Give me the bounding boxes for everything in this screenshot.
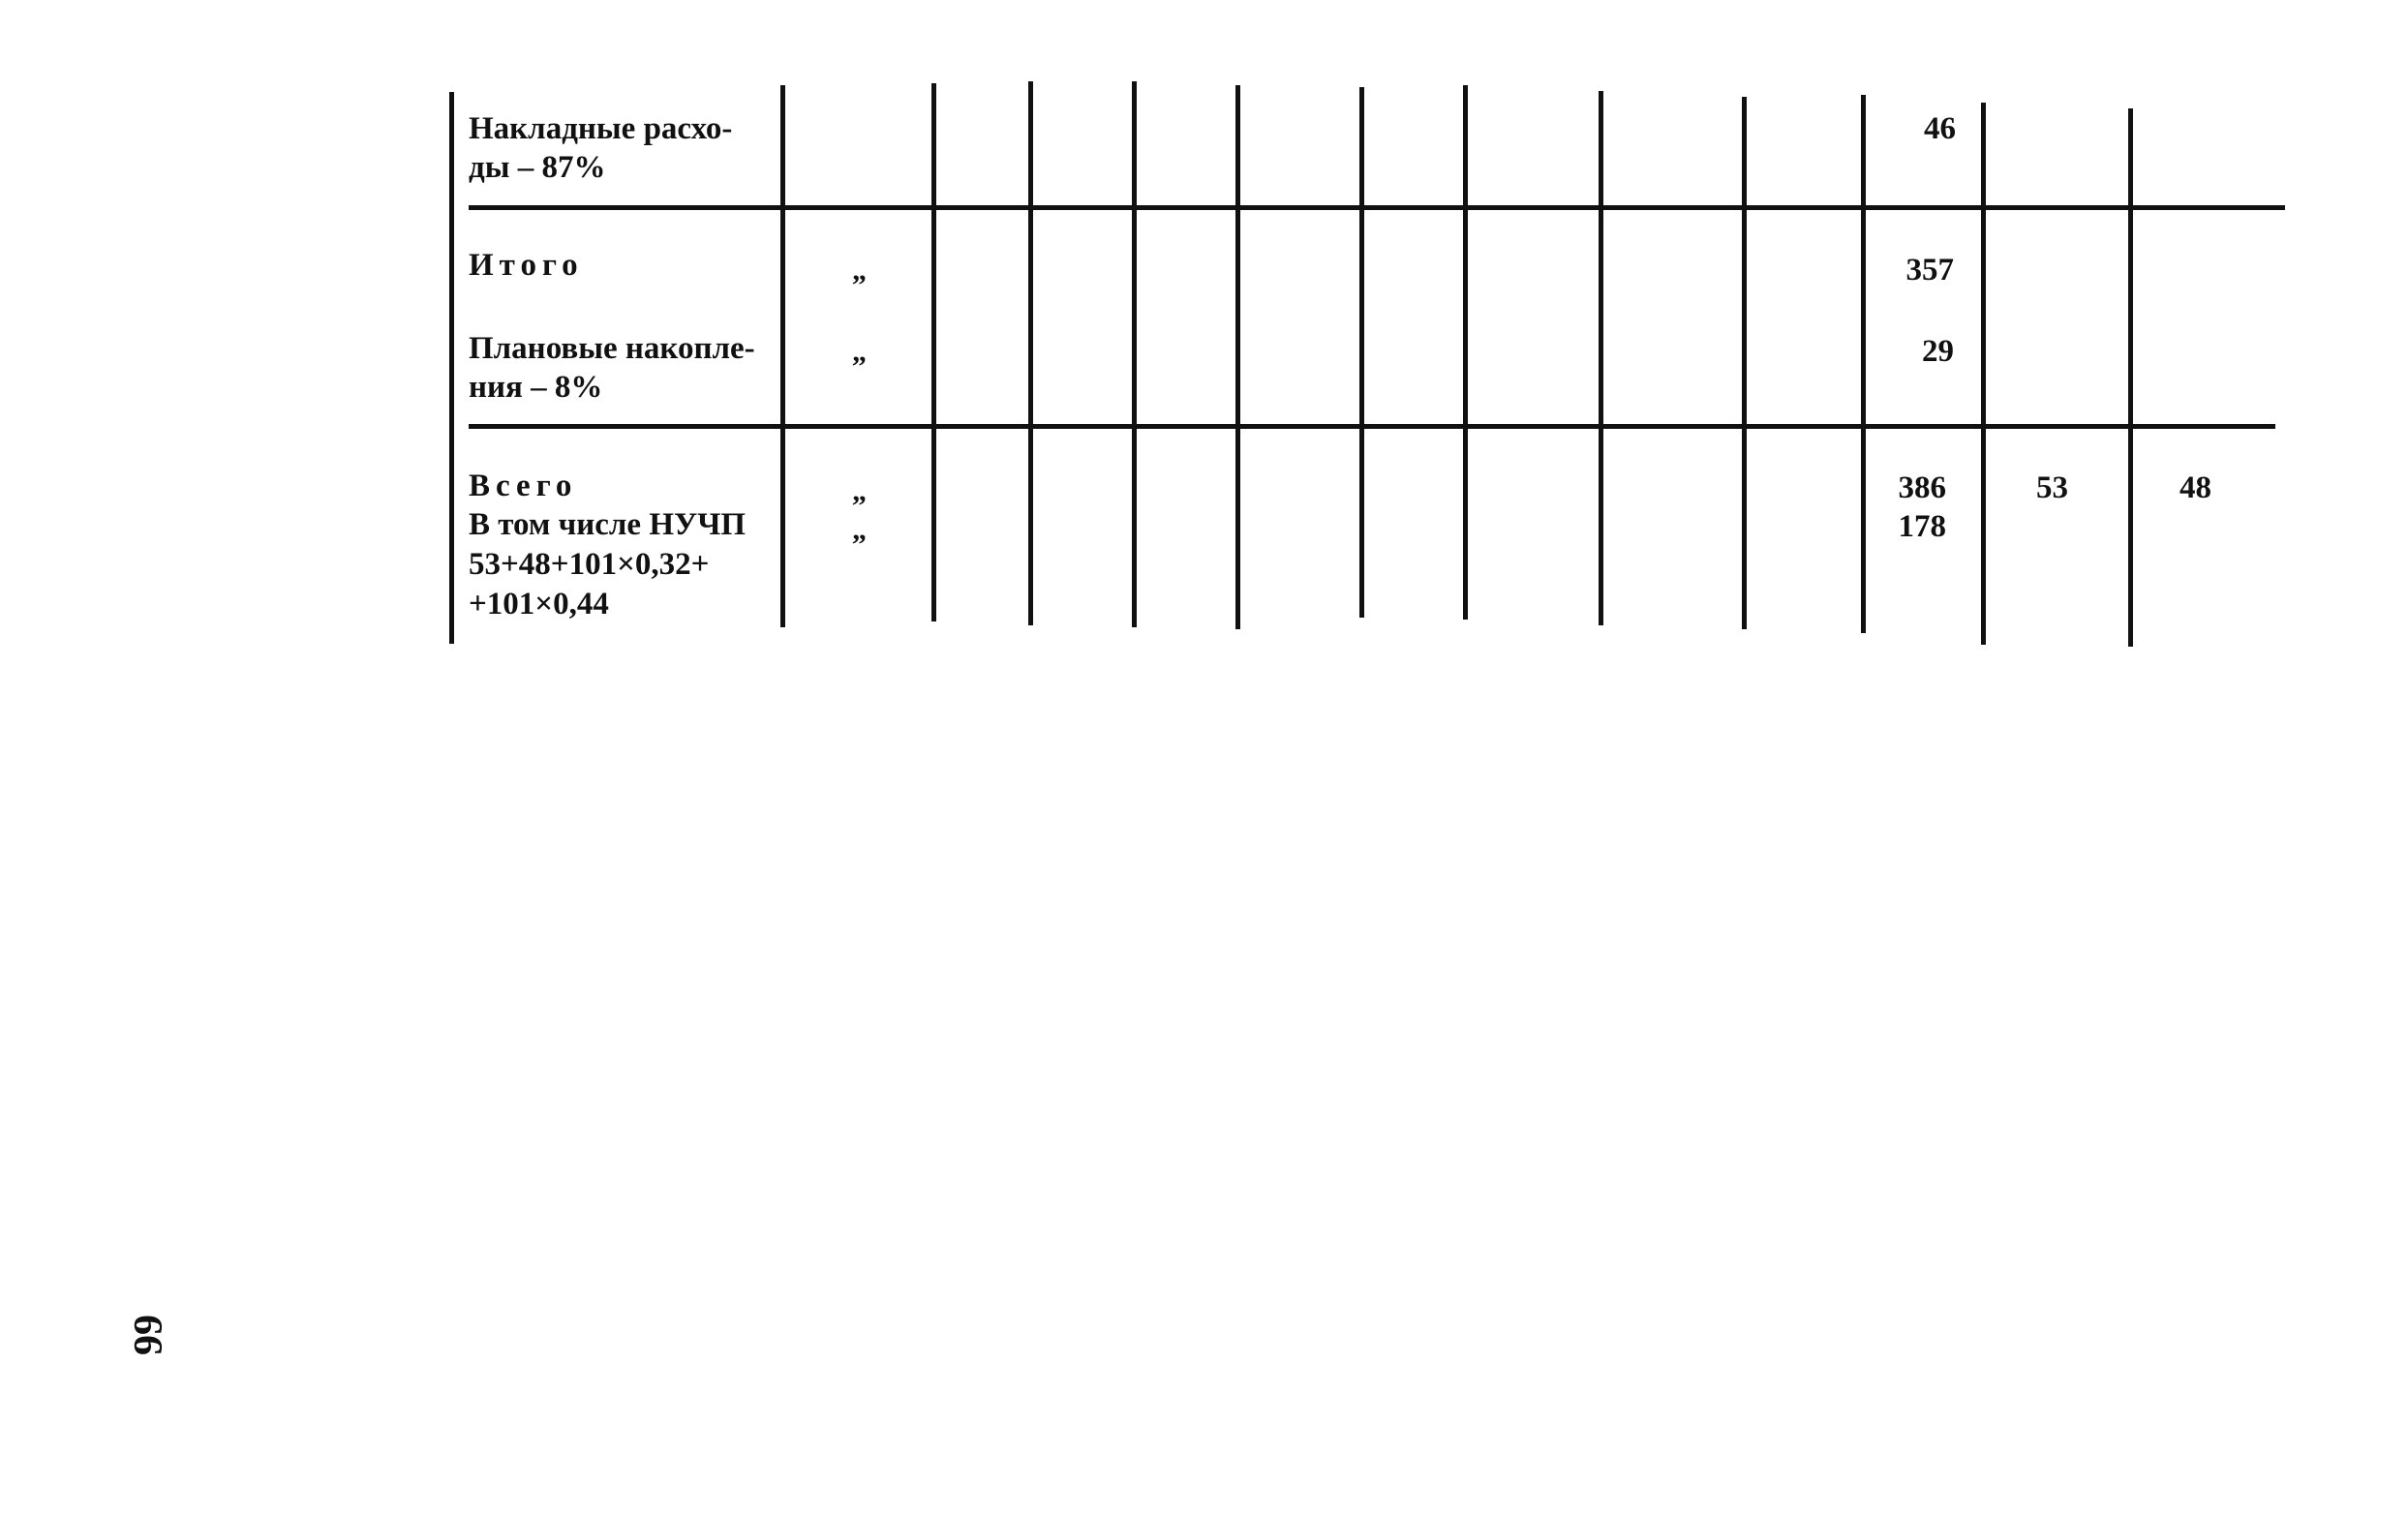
table-left-border: [449, 92, 454, 644]
ditto-mark: „: [852, 475, 867, 507]
column-divider: [1742, 97, 1747, 629]
ditto-mark: „: [852, 255, 867, 287]
ditto-mark: „: [852, 514, 867, 546]
row-divider: [469, 205, 2285, 210]
column-divider: [931, 83, 936, 621]
row-label-including-line1: В том числе НУЧП: [469, 507, 747, 542]
column-divider: [1359, 87, 1364, 618]
column-divider: [1981, 103, 1986, 645]
page-number: 99: [127, 1315, 171, 1355]
total-value: 357: [1905, 253, 1954, 288]
total-value: 29: [1922, 334, 1954, 369]
row-label-overhead-line2: ды – 87%: [469, 150, 606, 185]
row-label-grand-total: Всего: [469, 469, 578, 503]
row-label-including-line3: +101×0,44: [469, 587, 609, 621]
total-value: 46: [1924, 111, 1956, 146]
column-divider: [1028, 81, 1033, 625]
total-value: 178: [1898, 509, 1946, 544]
row-divider: [469, 424, 2275, 429]
row-label-including-line2: 53+48+101×0,32+: [469, 547, 710, 582]
column-value: 53: [2036, 470, 2068, 505]
column-divider: [1132, 81, 1137, 627]
column-divider: [2128, 108, 2133, 647]
total-value: 386: [1898, 470, 1946, 505]
column-divider: [1599, 91, 1603, 625]
row-label-planned-savings-line2: ния – 8%: [469, 370, 603, 405]
row-label-planned-savings-line1: Плановые накопле-: [469, 331, 755, 366]
column-divider: [1235, 85, 1240, 629]
column-divider: [1861, 95, 1866, 633]
column-divider: [780, 85, 785, 627]
column-divider: [1463, 85, 1468, 620]
row-label-subtotal: Итого: [469, 248, 584, 283]
ditto-mark: „: [852, 336, 867, 368]
column-value: 48: [2179, 470, 2211, 505]
row-label-overhead-line1: Накладные расхо-: [469, 111, 733, 146]
